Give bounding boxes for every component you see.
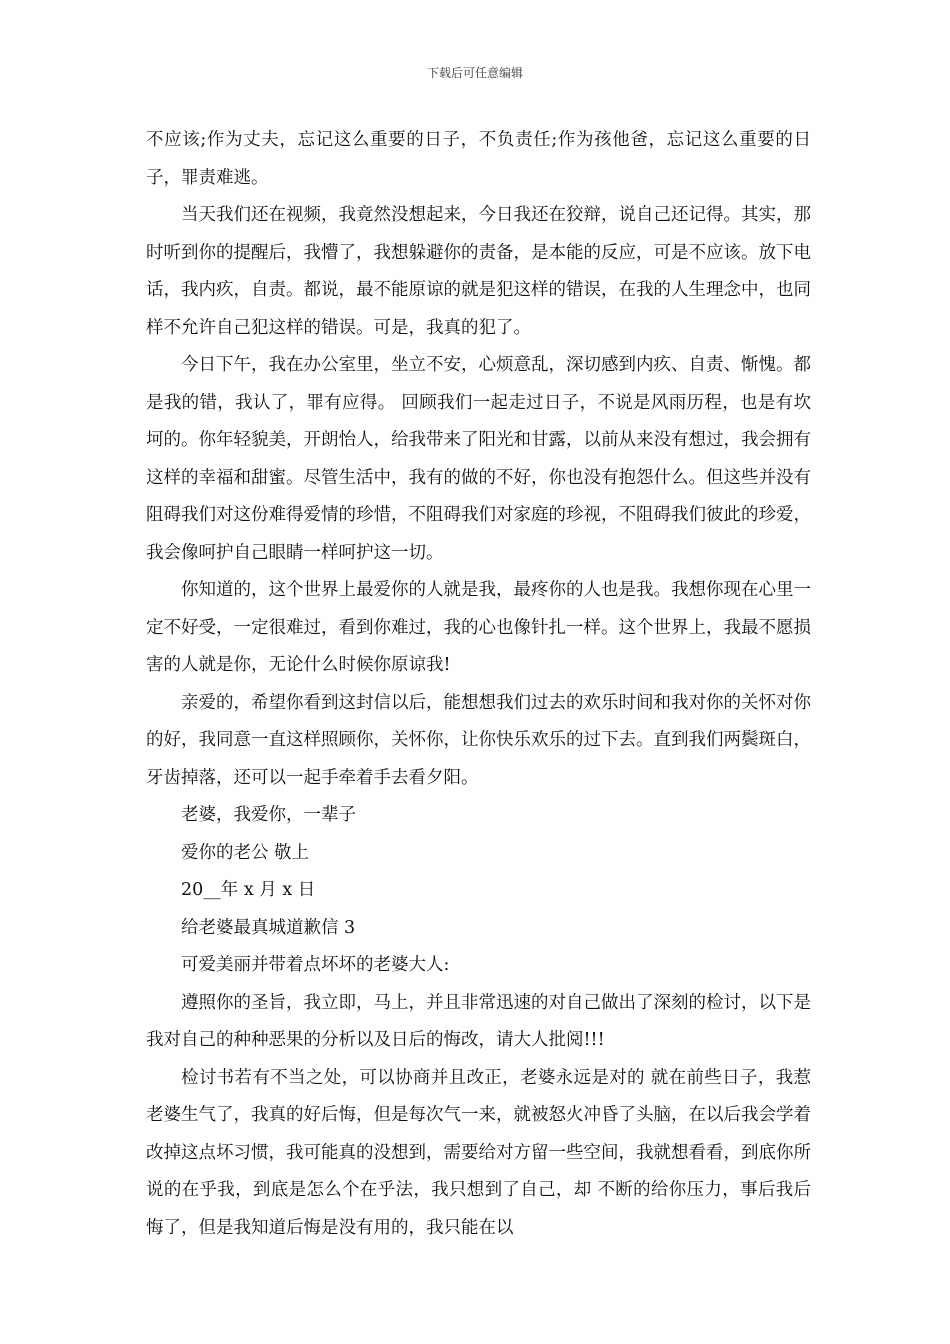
salutation: 可爱美丽并带着点坏坏的老婆大人: — [181, 955, 450, 975]
paragraph: 当天我们还在视频，我竟然没想起来，今日我还在狡辩，说自己还记得。其实，那时听到你的提醒后，我懵了，我想躲避你的责备，是本能的反应，可是不应该。放下电话，我内疚，自责。都说，最不能原谅的就是犯这样的错误，在我的人生理念中，也同样不允许自己犯这样的错误。可是，我真的犯了。 — [146, 205, 811, 338]
paragraph: 今日下午，我在办公室里，坐立不安，心烦意乱，深切感到内疚、自责、惭愧。都是我的错，我认了，罪有应得。 回顾我们一起走过日子，不说是风雨历程，也是有坎坷的。你年轻貌美，开朗怡人，给我带来了阳光和甘露，以前从来没有想过，我会拥有这样的幸福和甜蜜。尽管生活中，我有的做的不好，你也没有抱怨什么。但这些并没有阻碍我们对这份难得爱情的珍惜，不阻碍我们对家庭的珍视，不阻碍我们彼此的珍爱，我会像呵护自己眼睛一样呵护这一切。 — [146, 355, 811, 563]
paragraph: 你知道的，这个世界上最爱你的人就是我，最疼你的人也是我。我想你现在心里一定不好受，一定很难过，看到你难过，我的心也像针扎一样。这个世界上，我最不愿损害的人就是你，无论什么时候你原谅我! — [146, 580, 811, 675]
paragraph: 不应该;作为丈夫，忘记这么重要的日子，不负责任;作为孩他爸，忘记这么重要的日子，罪责难逃。 — [146, 130, 811, 188]
closing-line: 老婆，我爱你，一辈子 — [181, 805, 356, 825]
signature: 爱你的老公 敬上 — [181, 842, 310, 863]
paragraph: 亲爱的，希望你看到这封信以后，能想想我们过去的欢乐时间和我对你的关怀对你的好，我同意一直这样照顾你，关怀你，让你快乐欢乐的过下去。直到我们两鬓斑白，牙齿掉落，还可以一起手牵着手去看夕阳。 — [146, 692, 811, 788]
section-title: 给老婆最真城道歉信 3 — [181, 917, 356, 938]
letter-body — [146, 122, 811, 1247]
date-line: 20__年 x 月 x 日 — [181, 880, 316, 900]
page-header: 下载后可任意编辑 — [426, 66, 523, 80]
paragraph: 检讨书若有不当之处，可以协商并且改正，老婆永远是对的 就在前些日子，我惹老婆生气了，我真的好后悔，但是每次气一来，就被怒火冲昏了头脑，在以后我会学着改掉这点坏习惯，我可能真的没想到，需要给对方留一些空间，我就想看看，到底你所说的在乎我，到底是怎么个在乎法，我只想到了自己，却 不断的给你压力，事后我后悔了，但是我知道后悔是没有用的，我只能在以 — [146, 1067, 811, 1238]
paragraph: 遵照你的圣旨，我立即，马上，并且非常迅速的对自己做出了深刻的检讨，以下是我对自己的种种恶果的分析以及日后的悔改，请大人批阅!!! — [146, 992, 811, 1050]
